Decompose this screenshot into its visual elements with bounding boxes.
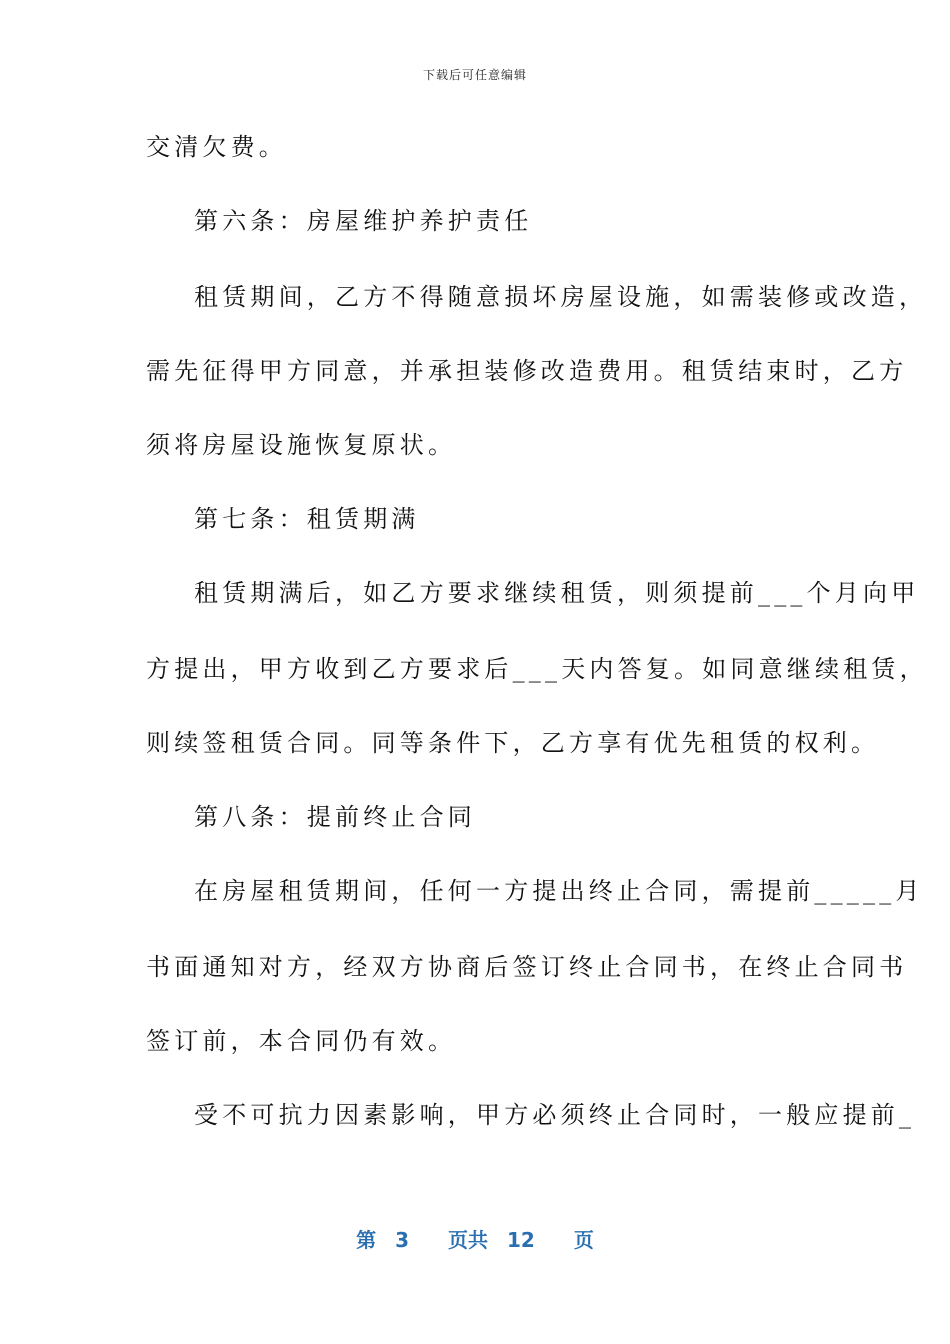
section-heading: 第六条：房屋维护养护责任 — [194, 207, 533, 235]
body-line: 租赁期满后，如乙方要求继续租赁，则须提前___个月向甲 — [194, 579, 920, 607]
body-line: 租赁期间，乙方不得随意损坏房屋设施，如需装修或改造， — [194, 283, 928, 311]
body-line: 交清欠费。 — [146, 133, 287, 161]
body-line: 签订前，本合同仍有效。 — [146, 1027, 457, 1055]
body-line: 需先征得甲方同意，并承担装修改造费用。租赁结束时，乙方 — [146, 357, 908, 385]
body-line: 则续签租赁合同。同等条件下，乙方享有优先租赁的权利。 — [146, 729, 880, 757]
footer-page-total: 12 — [507, 1228, 535, 1252]
body-line: 书面通知对方，经双方协商后签订终止合同书，在终止合同书 — [146, 953, 908, 981]
footer-page-prefix: 第 — [356, 1228, 377, 1252]
footer-page-suffix: 页 — [573, 1228, 594, 1252]
body-line: 在房屋租赁期间，任何一方提出终止合同，需提前_____月 — [194, 877, 924, 905]
page-footer — [0, 1224, 950, 1253]
body-line: 须将房屋设施恢复原状。 — [146, 431, 457, 459]
page-header: 下载后可任意编辑 — [422, 68, 527, 82]
body-line: 受不可抗力因素影响，甲方必须终止合同时，一般应提前_ — [194, 1101, 916, 1129]
footer-page-number: 3 — [395, 1228, 410, 1252]
body-line: 方提出，甲方收到乙方要求后___天内答复。如同意继续租赁， — [146, 655, 928, 683]
section-heading: 第七条：租赁期满 — [194, 505, 420, 533]
section-heading: 第八条：提前终止合同 — [194, 803, 476, 831]
footer-page-middle: 页共 — [448, 1228, 489, 1252]
